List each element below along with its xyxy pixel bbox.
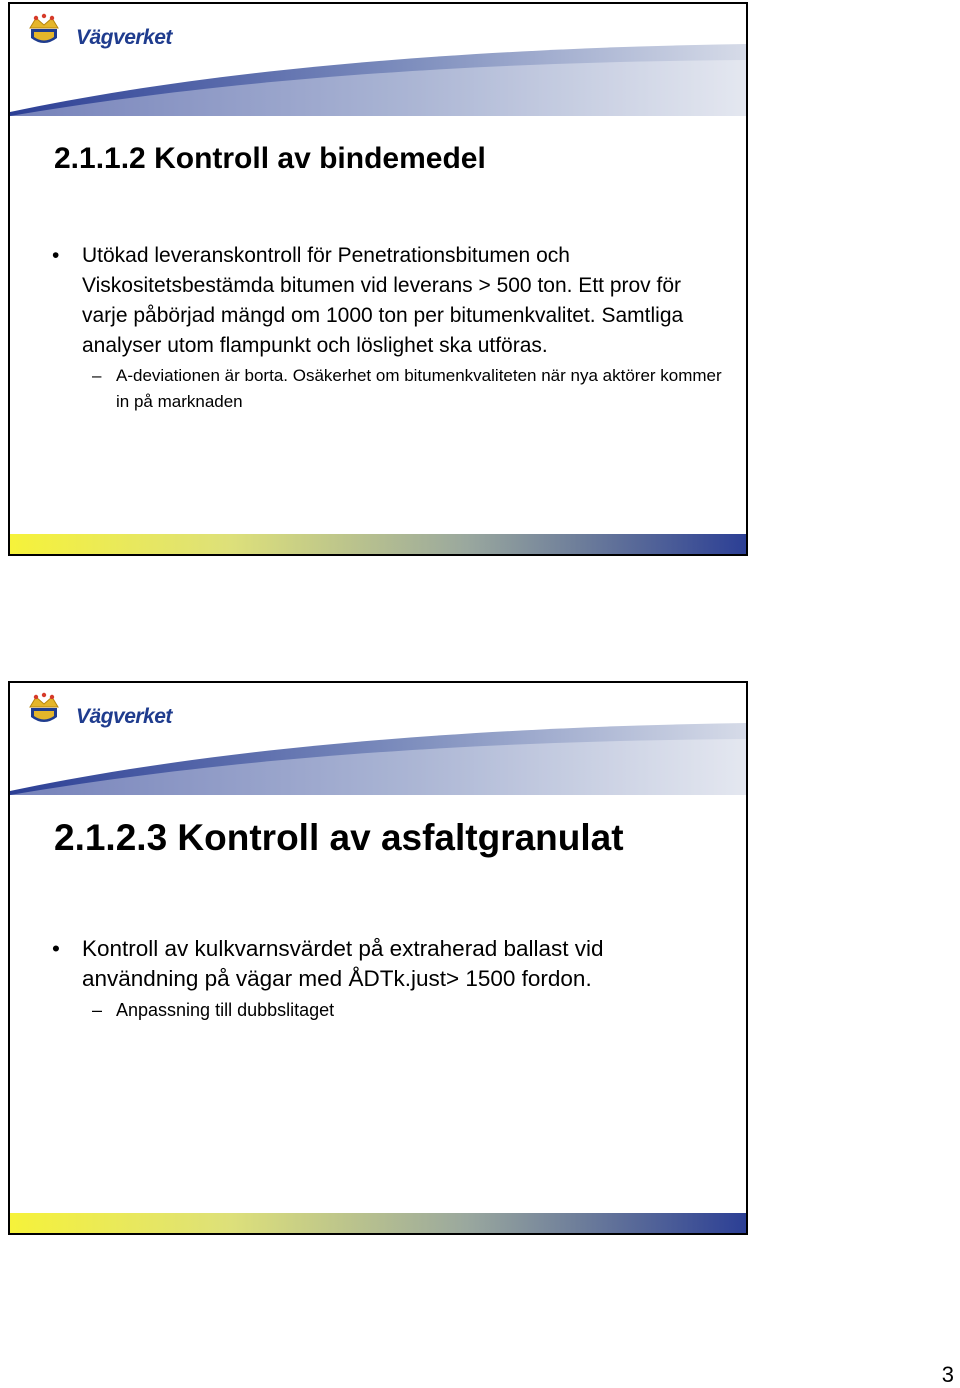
sub-bullet-item: – Anpassning till dubbslitaget — [50, 996, 726, 1024]
slide-2 — [8, 681, 748, 1235]
bullet-item: • Utökad leveranskontroll för Penetrationsbitumen och Viskositetsbestämda bitumen vid leverans > 500 ton. Ett prov för varje påbörjad mängd om 1000 ton per bitumenkvalitet. Samtliga analyser utom flampunkt och löslighet ska utföras. — [50, 241, 726, 361]
footer-gradient-bar — [10, 1213, 746, 1233]
vagverket-logo — [24, 691, 174, 731]
crown-emblem-icon — [24, 12, 64, 52]
crown-emblem-icon — [24, 691, 64, 731]
logo-text: Vägverket — [76, 26, 172, 49]
logo-text: Vägverket — [76, 705, 172, 728]
bullet-list — [50, 934, 726, 1024]
bullet-list — [50, 241, 726, 415]
slide-1 — [8, 2, 748, 556]
slide-title: 2.1.2.3 Kontroll av asfaltgranulat — [54, 817, 624, 858]
bullet-item: • Kontroll av kulkvarnsvärdet på extraherad ballast vid användning på vägar med ÅDTk.just> 1500 fordon. — [50, 934, 726, 994]
footer-gradient-bar — [10, 534, 746, 554]
page-number: 3 — [941, 1362, 954, 1387]
slide-title: 2.1.1.2 Kontroll av bindemedel — [54, 142, 486, 175]
vagverket-logo — [24, 12, 174, 52]
sub-bullet-item: – A-deviationen är borta. Osäkerhet om bitumenkvaliteten när nya aktörer kommer in på marknaden — [50, 363, 726, 415]
